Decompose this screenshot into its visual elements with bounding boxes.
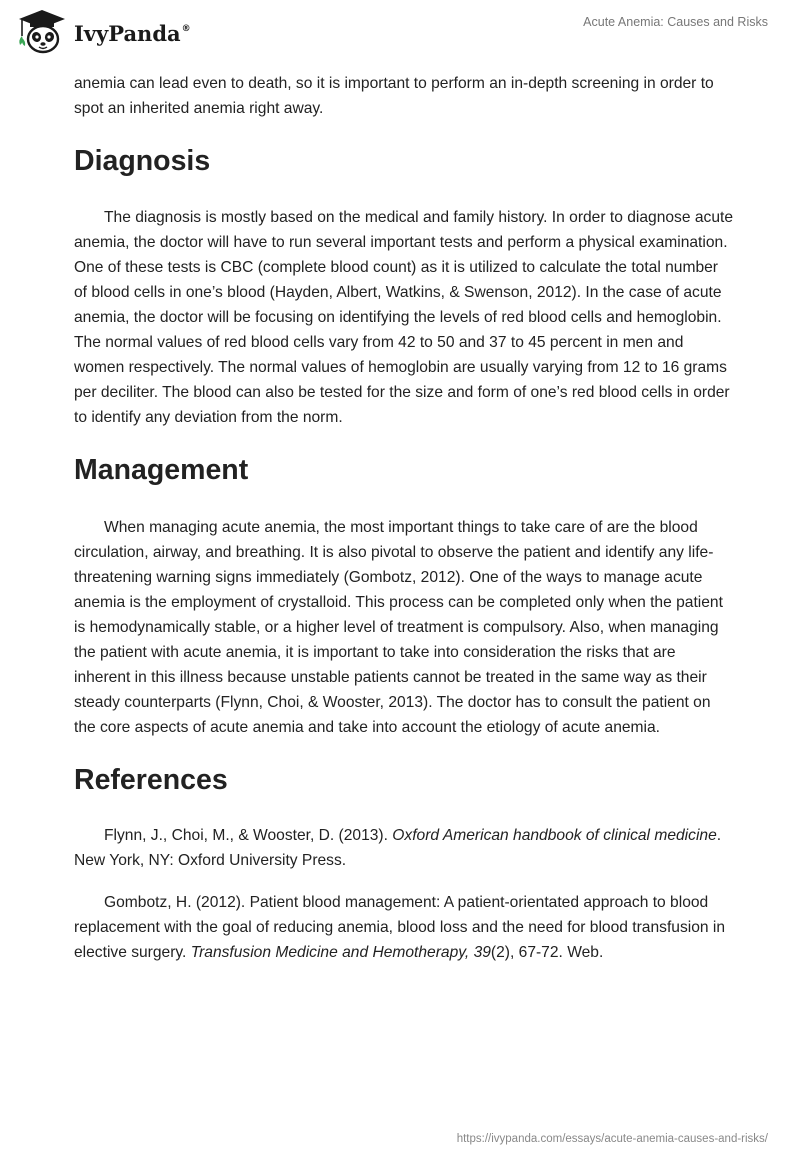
registered-mark: ® [181, 23, 191, 34]
page-header [0, 0, 800, 64]
brand-name: IvyPanda® [74, 20, 191, 46]
panda-graduation-cap-icon [16, 9, 68, 55]
management-paragraph: When managing acute anemia, the most important things to take care of are the blood circulation, airway, and breathing. It is also pivotal to observe the patient and identify any life-threatening warning signs immediately (Gombotz, 2012). One of the ways to manage acute anemia is the employment of crystalloid. This process can be completed only when the patient is hemodynamically stable, or a higher level of treatment is compulsory. Also, when managing the patient with acute anemia, it is important to take into consideration the risks that are inherent in this illness because unstable patients cannot be treated in the same way as their steady counterparts (Flynn, Choi, & Wooster, 2013). The doctor has to consult the patient on the core aspects of acute anemia and take into account the etiology of acute anemia. [74, 519, 723, 736]
footer-source-url[interactable]: https://ivypanda.com/essays/acute-anemia-causes-and-risks/ [456, 1133, 768, 1145]
reference-entry: Flynn, J., Choi, M., & Wooster, D. (2013). Oxford American handbook of clinical medicine. New York, NY: Oxford University Press. [74, 827, 722, 869]
intro-paragraph-tail: anemia can lead even to death, so it is important to perform an in-depth screening in order to spot an inherited anemia right away. [74, 75, 714, 117]
running-title: Acute Anemia: Causes and Risks [583, 15, 768, 29]
essay-body [74, 71, 734, 965]
diagnosis-paragraph: The diagnosis is mostly based on the medical and family history. In order to diagnose acute anemia, the doctor will have to run several important tests and perform a physical examination. One of these tests is CBC (complete blood count) as it is utilized to calculate the total number of blood cells in one’s blood (Hayden, Albert, Watkins, & Swenson, 2012). In the case of acute anemia, the doctor will be focusing on identifying the levels of red blood cells and hemoglobin. The normal values of red blood cells vary from 42 to 50 and 37 to 45 percent in men and women respectively. The normal values of hemoglobin are usually varying from 12 to 16 grams per deciliter. The blood can also be tested for the size and form of one’s red blood cells in order to identify any deviation from the norm. [74, 209, 733, 426]
ivypanda-logo[interactable] [16, 9, 191, 55]
reference-journal: Transfusion Medicine and Hemotherapy, 39 [190, 944, 491, 961]
reference-title: Oxford American handbook of clinical medicine [392, 827, 717, 844]
management-heading: Management [74, 454, 249, 486]
reference-entry: Gombotz, H. (2012). Patient blood management: A patient-orientated approach to blood replacement with the goal of reducing anemia, blood loss and the need for blood transfusion in elective surgery. Transfusion Medicine and Hemotherapy, 39(2), 67-72. Web. [74, 894, 726, 961]
diagnosis-heading: Diagnosis [74, 145, 211, 177]
references-heading: References [74, 764, 228, 796]
